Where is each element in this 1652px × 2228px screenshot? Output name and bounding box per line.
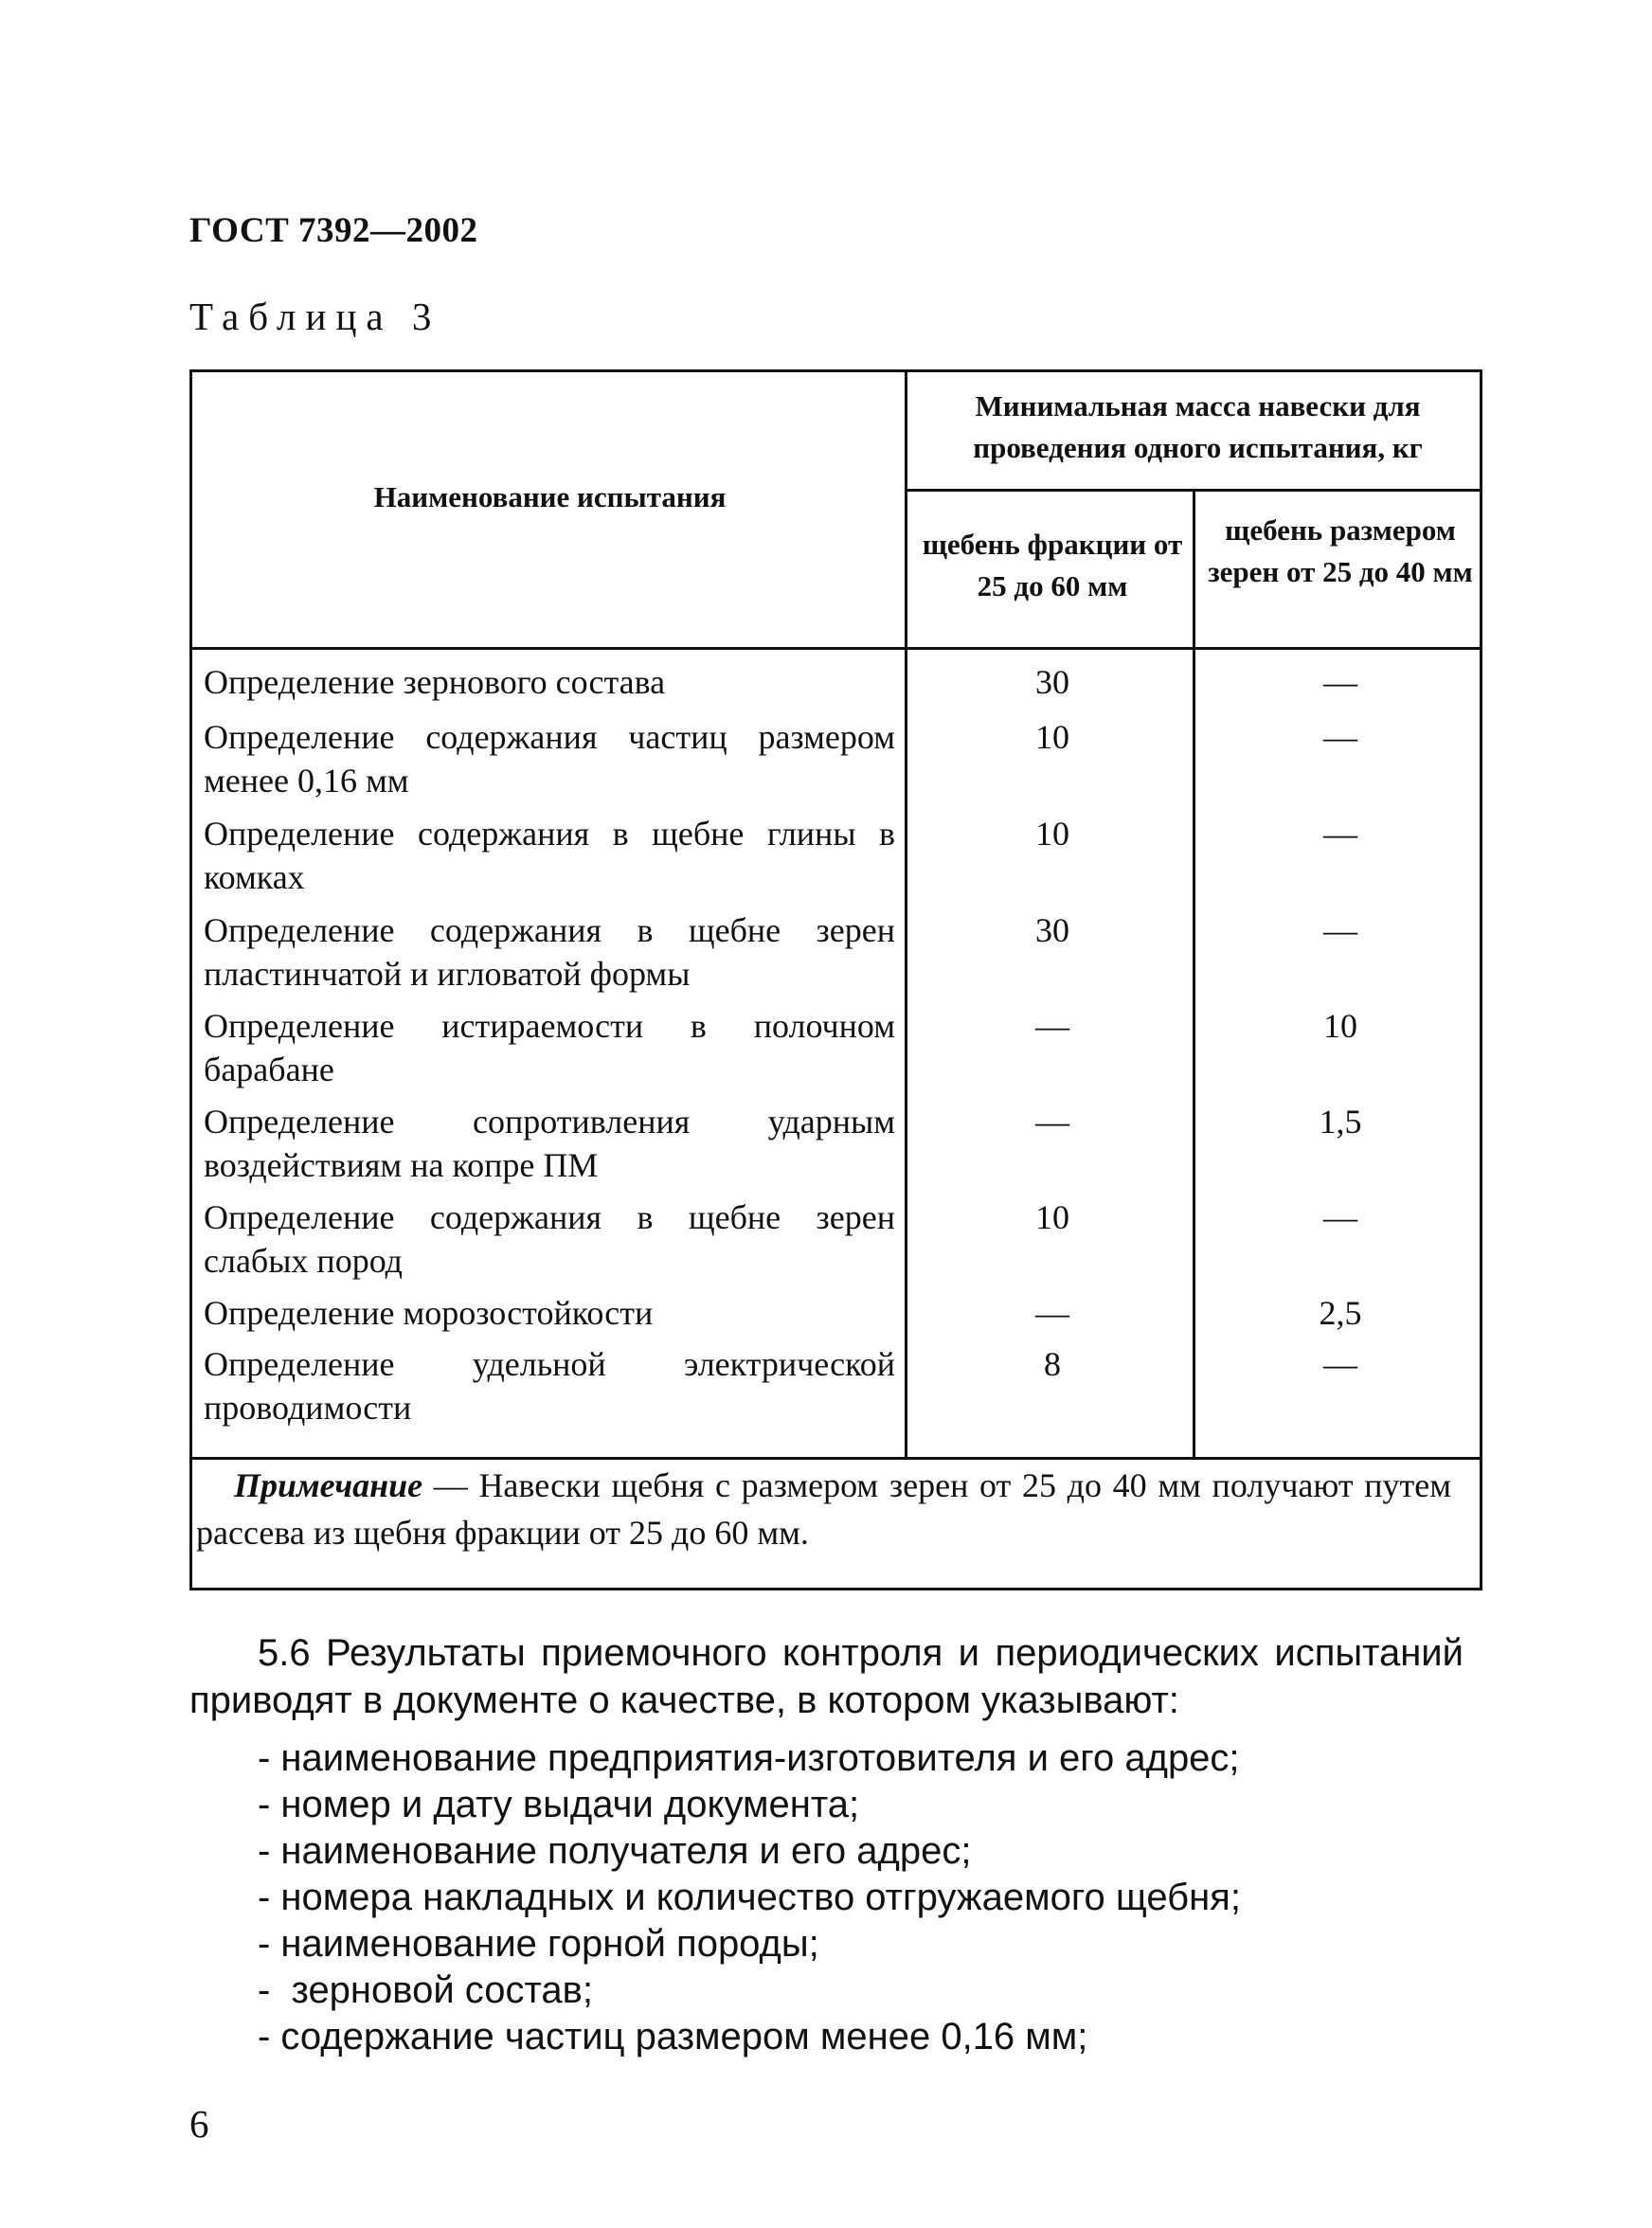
- list-item: - наименование горной породы;: [258, 1923, 819, 1965]
- table-row-name: Определение содержания частиц размером менее 0,16 мм: [204, 718, 895, 800]
- header-fraction-25-60: щебень фракции от 25 до 60 мм: [922, 528, 1183, 602]
- document-code: ГОСТ 7392—2002: [189, 211, 478, 250]
- list-item: - номера накладных и количество отгружаемого щебня;: [258, 1877, 1241, 1918]
- table-caption: Таблица 3: [189, 295, 441, 338]
- table-row-name: Определение зернового состава: [204, 663, 666, 701]
- table-row-name: Определение удельной электрической проводимости: [204, 1345, 895, 1427]
- table-row-name: Определение морозостойкости: [204, 1294, 654, 1332]
- table-row-name: Определение содержания в щебне зерен слабых пород: [204, 1198, 895, 1280]
- list-item: - наименование предприятия-изготовителя и его адрес;: [258, 1737, 1240, 1779]
- list-item: - наименование получателя и его адрес;: [258, 1830, 972, 1872]
- note-label: Примечание: [234, 1466, 423, 1504]
- data-table: [189, 369, 1482, 1590]
- page-number: 6: [189, 2102, 209, 2146]
- table-row-name: Определение сопротивления ударным воздействиям на копре ПМ: [204, 1103, 895, 1184]
- paragraph-5-6: 5.6 Результаты приемочного контроля и периодических испытаний приводят в документе о качестве, в котором указывают:: [189, 1632, 1463, 1721]
- table-row-value-1: 8: [1044, 1345, 1061, 1383]
- header-test-name: Наименование испытания: [373, 480, 727, 513]
- table-row-value-2: —: [1323, 1198, 1357, 1236]
- table-row-value-1: 10: [1035, 815, 1069, 853]
- table-row-name: Определение содержания в щебне глины в комках: [204, 815, 895, 896]
- table-row-value-1: 10: [1035, 718, 1069, 756]
- note-text: — Навески щебня с размером зерен от 25 до 40 мм получают путем рассева из щебня фракции от 25 до 60 мм.: [196, 1466, 1451, 1552]
- table-row-value-2: 2,5: [1319, 1294, 1362, 1332]
- table-row-value-2: —: [1323, 718, 1357, 756]
- table-row-name: Определение истираемости в полочном барабане: [204, 1007, 895, 1088]
- table-row-value-1: —: [1035, 1103, 1069, 1141]
- table-row-value-2: —: [1323, 663, 1357, 701]
- list-item: - содержание частиц размером менее 0,16 мм;: [258, 2016, 1088, 2057]
- table-row-value-2: —: [1323, 1345, 1357, 1383]
- header-size-25-40: щебень размером зерен от 25 до 40 мм: [1208, 513, 1473, 588]
- table-row-value-1: 30: [1035, 663, 1069, 701]
- table-note: [196, 1462, 1451, 1556]
- table-divider: [192, 647, 1482, 650]
- table-row-value-1: 10: [1035, 1198, 1069, 1236]
- table-row-value-2: —: [1323, 815, 1357, 853]
- list-item: - зерновой состав;: [258, 1969, 593, 2011]
- table-row-value-1: 30: [1035, 911, 1069, 949]
- table-row-value-1: —: [1035, 1007, 1069, 1045]
- list-item: - номер и дату выдачи документа;: [258, 1784, 860, 1825]
- table-row-value-1: —: [1035, 1294, 1069, 1332]
- table-row-name: Определение содержания в щебне зерен пластинчатой и игловатой формы: [204, 911, 895, 993]
- table-divider: [905, 489, 1482, 492]
- quality-document-list: [258, 1735, 1480, 2060]
- header-min-mass: Минимальная масса навески для проведения одного испытания, кг: [973, 389, 1423, 464]
- table-divider: [905, 372, 907, 1459]
- table-row-value-2: 10: [1323, 1007, 1357, 1045]
- table-row-value-2: —: [1323, 911, 1357, 949]
- table-divider: [192, 1457, 1482, 1460]
- table-row-value-2: 1,5: [1319, 1103, 1362, 1141]
